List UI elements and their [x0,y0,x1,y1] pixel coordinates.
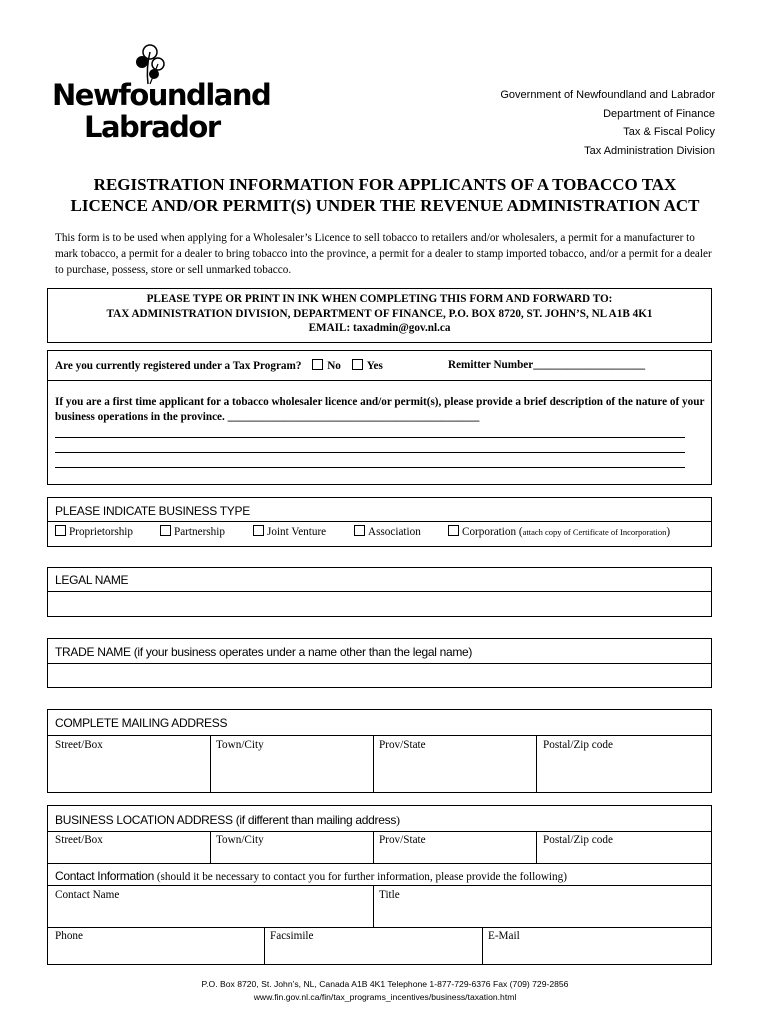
registration-question-row [55,359,383,372]
registration-question: Are you currently registered under a Tax Program? [55,360,302,372]
location-address-fields [48,831,711,863]
trade-name-title: TRADE NAME (if your business operates under a name other than the legal name) [55,645,473,659]
description-line-2[interactable] [55,452,685,453]
legal-name-section [47,567,712,617]
divider [482,927,483,964]
government-name: Government of Newfoundland and Labrador [500,89,715,101]
divider [373,735,374,792]
contact-header [55,869,567,883]
footer-url[interactable]: www.fin.gov.nl.ca/fin/tax_programs_incentives/business/taxation.html [253,992,517,1002]
business-location-title-close: ) [396,813,400,827]
joint-venture-option[interactable] [253,525,326,538]
divider [536,735,537,792]
intro-paragraph: This form is to be used when applying for a Wholesaler’s Licence to sell tobacco to retailers and/or wholesalers, a permit for a manufacturer to mark tobacco, a permit for a dealer to bring tobacco into the province, a permit for a dealer to stamp imported tobacco, and/or a permit for a dealer to purchase, possess, store or sell unmarked tobacco. [55,232,712,276]
contact-row-1 [48,885,711,927]
newfoundland-labrador-logo [48,42,271,147]
instructions-line-2: TAX ADMINISTRATION DIVISION, DEPARTMENT OF FINANCE, P.O. BOX 8720, ST. JOHN’S, NL A1B 4K1 [106,307,653,320]
business-location-title [55,813,400,828]
divider [210,831,211,863]
legal-name-title: LEGAL NAME [55,573,129,587]
contact-row-2 [48,927,711,964]
proprietorship-option[interactable] [55,525,133,538]
option-label: Proprietorship [69,526,134,538]
contact-note: (should it be necessary to contact you for further information, please provide the following) [156,871,567,883]
mailing-address-title: COMPLETE MAILING ADDRESS [55,716,228,730]
instructions-line-3: EMAIL: taxadmin@gov.nl.ca [308,322,451,334]
divider [48,380,711,381]
logo-line-2: Labrador [84,110,220,144]
description-line-1[interactable] [55,437,685,438]
business-location-title-text: BUSINESS LOCATION ADDRESS (if different than mailing address [55,813,397,827]
no-checkbox[interactable] [312,359,323,370]
partnership-option[interactable] [160,525,225,538]
mailing-town-field[interactable]: Town/City [216,739,264,751]
email-field[interactable]: E-Mail [488,930,520,942]
checkbox[interactable] [253,525,264,536]
option-label-close: ) [666,526,671,538]
contact-title-field[interactable]: Title [379,889,400,901]
legal-name-input[interactable] [48,592,711,616]
instructions-line-1: PLEASE TYPE OR PRINT IN INK WHEN COMPLETING THIS FORM AND FORWARD TO: [146,293,613,305]
divider [264,927,265,964]
option-label: Partnership [174,526,225,538]
checkbox[interactable] [448,525,459,536]
mailing-street-field[interactable]: Street/Box [55,739,103,751]
divider [536,831,537,863]
contact-title: Contact Information [55,869,155,883]
checkbox[interactable] [160,525,171,536]
location-town-field[interactable]: Town/City [216,834,264,846]
location-prov-field[interactable]: Prov/State [379,834,426,846]
mailing-address-fields [48,735,711,792]
footer-address: P.O. Box 8720, St. John’s, NL, Canada A1B 4K1 Telephone 1-877-729-6376 Fax (709) 729-2856 [201,979,569,989]
mailing-address-section [47,709,712,793]
yes-label: Yes [366,360,383,372]
submission-instructions [47,288,712,343]
location-street-field[interactable]: Street/Box [55,834,103,846]
policy-name: Tax & Fiscal Policy [623,126,715,138]
option-label: Corporation ( [462,526,523,538]
business-type-title: PLEASE INDICATE BUSINESS TYPE [55,504,250,518]
option-label: Association [368,526,421,538]
location-postal-field[interactable]: Postal/Zip code [543,834,613,846]
page-footer [0,978,770,1004]
facsimile-field[interactable]: Facsimile [270,930,314,942]
divider [373,831,374,863]
association-option[interactable] [354,525,421,538]
divider [210,735,211,792]
title-line-1: REGISTRATION INFORMATION FOR APPLICANTS OF A TOBACCO TAX [93,175,677,194]
corporation-note: attach copy of Certificate of Incorporation [522,527,667,537]
phone-field[interactable]: Phone [55,930,83,942]
corporation-option[interactable] [448,525,670,538]
department-name: Department of Finance [603,107,715,120]
trade-name-section [47,638,712,688]
business-location-section [47,805,712,965]
title-line-2: LICENCE AND/OR PERMIT(S) UNDER THE REVENUE ADMINISTRATION ACT [70,196,700,215]
department-header [500,86,715,160]
yes-checkbox[interactable] [352,359,363,370]
no-label: No [327,360,341,372]
mailing-postal-field[interactable]: Postal/Zip code [543,739,613,751]
option-label: Joint Venture [267,526,327,538]
form-title [40,174,730,216]
checkbox[interactable] [55,525,66,536]
checkbox[interactable] [354,525,365,536]
divider [48,521,711,522]
business-type-section [47,497,712,547]
mailing-prov-field[interactable]: Prov/State [379,739,426,751]
trade-name-input[interactable] [48,664,711,687]
logo-line-1: Newfoundland [52,78,271,112]
first-time-applicant-question: If you are a first time applicant for a tobacco wholesaler licence and/or permit(s), please provide a brief description of the nature of your business operations in the province. _____________________________________________ [55,396,705,423]
registration-section [47,350,712,485]
remitter-number-field[interactable]: Remitter Number____________________ [448,359,646,371]
divider [48,863,711,864]
contact-name-field[interactable]: Contact Name [55,889,120,901]
division-name: Tax Administration Division [584,144,715,157]
divider [373,885,374,927]
description-line-3[interactable] [55,467,685,468]
